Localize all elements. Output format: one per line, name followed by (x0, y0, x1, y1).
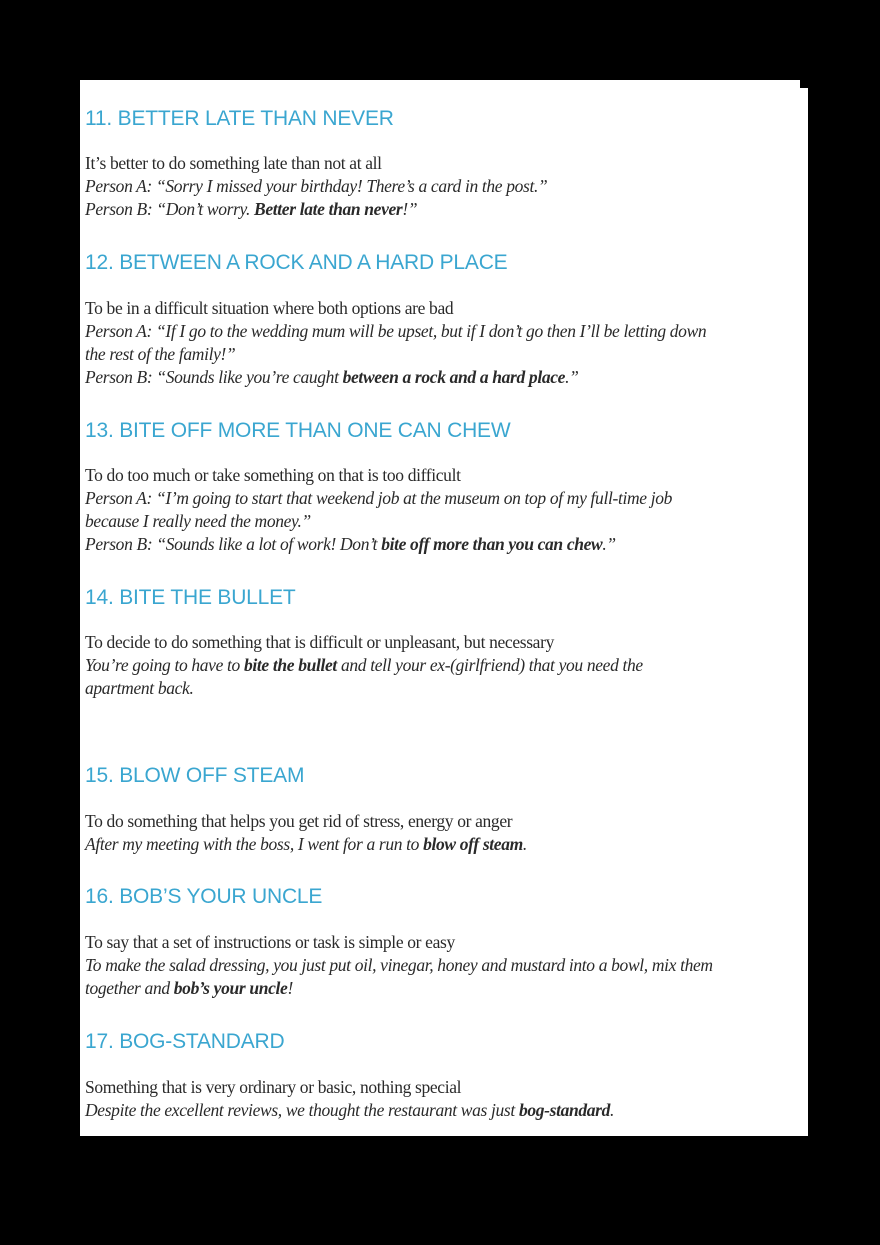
idiom-phrase: bite the bullet (243, 655, 337, 675)
idiom-example-line: Person A: “If I go to the wedding mum will be upset, but if I don’t go then I’ll be letting down (85, 321, 707, 341)
idiom-heading: 16. BOB’S YOUR UNCLE (85, 885, 323, 908)
idiom-phrase: Better late than never (254, 199, 403, 219)
idiom-phrase: bite off more than you can chew (381, 534, 603, 554)
idiom-example-line: Person A: “I’m going to start that weekend job at the museum on top of my full-time job (85, 488, 673, 508)
idiom-example-line: Person A: “Sorry I missed your birthday! There’s a card in the post.” (85, 176, 548, 196)
idiom-example-line: because I really need the money.” (85, 511, 311, 531)
idiom-example-line: together and bob’s your uncle! (85, 978, 293, 998)
idiom-definition: To say that a set of instructions or task is simple or easy (85, 932, 455, 952)
idiom-example-line: You’re going to have to bite the bullet and tell your ex-(girlfriend) that you need the (85, 655, 643, 675)
idiom-phrase: bog-standard (518, 1100, 611, 1120)
idiom-heading: 14. BITE THE BULLET (85, 586, 296, 609)
idiom-example-line: apartment back. (85, 678, 194, 698)
idiom-heading: 17. BOG-STANDARD (85, 1030, 285, 1053)
idiom-example-line: Person B: “Don’t worry. Better late than never!” (85, 199, 418, 219)
idiom-definition: To do something that helps you get rid of stress, energy or anger (85, 811, 513, 831)
idiom-example-line: To make the salad dressing, you just put oil, vinegar, honey and mustard into a bowl, mix them (85, 955, 713, 975)
idiom-example-line: the rest of the family!” (85, 344, 236, 364)
idiom-phrase: blow off steam (423, 834, 523, 854)
idiom-heading: 13. BITE OFF MORE THAN ONE CAN CHEW (85, 419, 511, 442)
idiom-definition: Something that is very ordinary or basic, nothing special (85, 1077, 462, 1097)
idiom-definition: To decide to do something that is difficult or unpleasant, but necessary (85, 632, 554, 652)
idiom-heading: 12. BETWEEN A ROCK AND A HARD PLACE (85, 251, 508, 274)
idiom-definition: It’s better to do something late than not at all (85, 153, 382, 173)
idiom-phrase: bob’s your uncle (173, 978, 288, 998)
idiom-definition: To be in a difficult situation where both options are bad (85, 298, 454, 318)
idiom-heading: 11. BETTER LATE THAN NEVER (85, 107, 394, 130)
idiom-example-line: Despite the excellent reviews, we thought the restaurant was just bog-standard. (85, 1100, 615, 1120)
idiom-heading: 15. BLOW OFF STEAM (85, 764, 305, 787)
idiom-example-line: Person B: “Sounds like a lot of work! Don’t bite off more than you can chew.” (85, 534, 616, 554)
idiom-example-line: Person B: “Sounds like you’re caught between a rock and a hard place.” (85, 367, 579, 387)
idiom-phrase: between a rock and a hard place (342, 367, 566, 387)
idiom-definition: To do too much or take something on that is too difficult (85, 465, 461, 485)
idiom-example-line: After my meeting with the boss, I went for a run to blow off steam. (85, 834, 527, 854)
